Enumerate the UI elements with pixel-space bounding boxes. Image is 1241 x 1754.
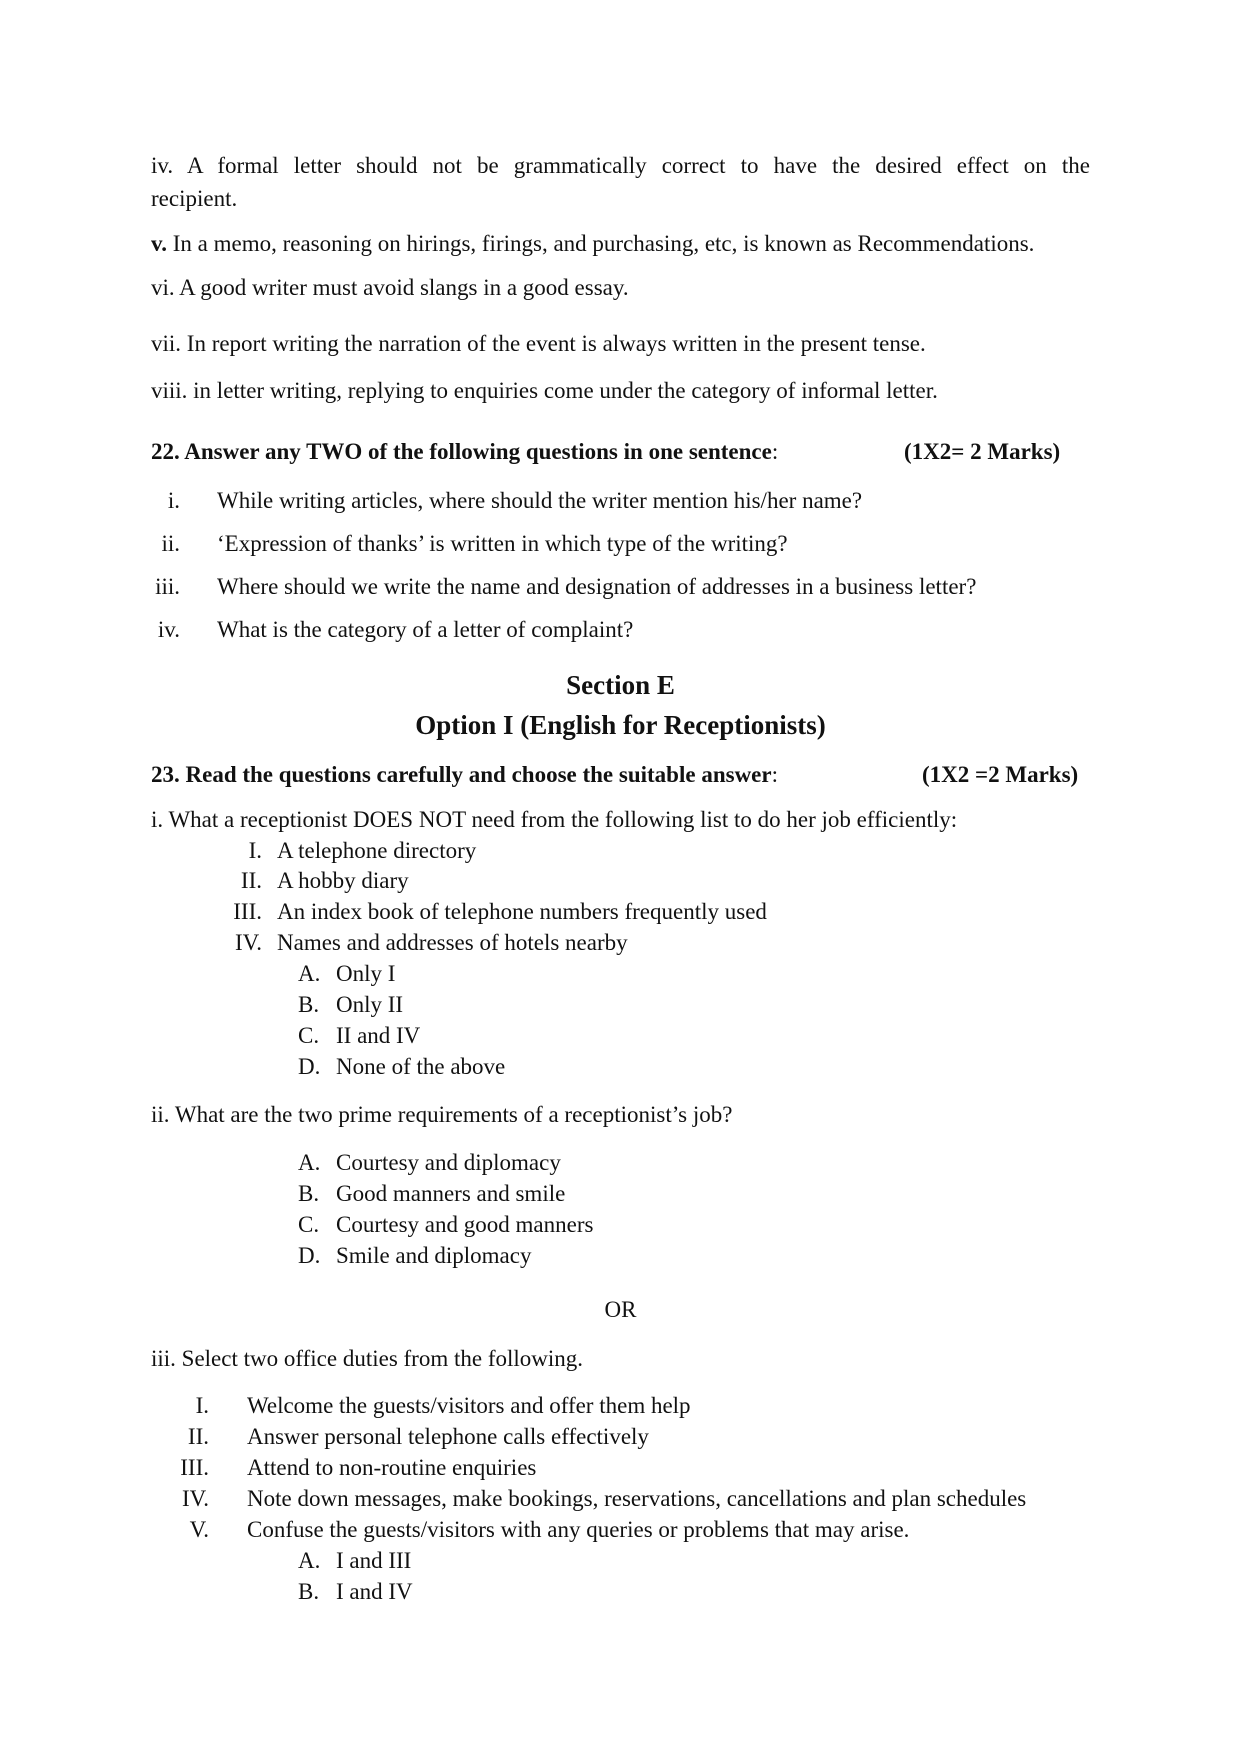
q23-i-statement-4-text: Names and addresses of hotels nearby xyxy=(277,930,628,955)
q23-iii-option-b-number: B. xyxy=(298,1579,320,1604)
q23-i-option-d-number: D. xyxy=(298,1054,321,1079)
q23-iii-statement-4-text: Note down messages, make bookings, reservations, cancellations and plan schedules xyxy=(247,1486,1027,1511)
q23-ii-option-a-text: Courtesy and diplomacy xyxy=(336,1150,561,1175)
q22-item-3-number: iii. xyxy=(155,574,180,599)
q23-iii-question: iii. Select two office duties from the following. xyxy=(151,1346,584,1371)
q23-iii-statement-3-text: Attend to non-routine enquiries xyxy=(247,1455,537,1480)
q23-ii-option-c-text: Courtesy and good manners xyxy=(336,1212,594,1237)
q22-heading-colon: : xyxy=(771,439,779,464)
q23-iii-statement-1-text: Welcome the guests/visitors and offer them help xyxy=(247,1393,691,1418)
q21-iv-line1: iv. A formal letter should not be grammatically correct to have the desired effect on the xyxy=(151,153,1090,178)
q21-v xyxy=(151,229,1034,259)
section-title: Section E xyxy=(566,670,675,700)
q23-heading xyxy=(151,760,778,790)
q22-item-1-text: While writing articles, where should the writer mention his/her name? xyxy=(217,488,863,513)
q22-item-2-number: ii. xyxy=(161,531,180,556)
q23-i-statement-2-text: A hobby diary xyxy=(277,868,409,893)
q22-item-2-text: ‘Expression of thanks’ is written in which type of the writing? xyxy=(217,531,788,556)
q22-item-4-number: iv. xyxy=(157,617,180,642)
q22-item-3-text: Where should we write the name and designation of addresses in a business letter? xyxy=(217,574,977,599)
q23-i-question: i. What a receptionist DOES NOT need from the following list to do her job efficiently: xyxy=(151,807,958,832)
q23-iii-statement-3-number: III. xyxy=(180,1455,209,1480)
q23-iii-option-a-text: I and III xyxy=(336,1548,412,1573)
q23-i-statement-3-number: III. xyxy=(233,899,262,924)
q23-iii-statement-1-number: I. xyxy=(195,1393,209,1418)
q23-i-option-a-text: Only I xyxy=(336,961,396,986)
q21-v-text: In a memo, reasoning on hirings, firings, and purchasing, etc, is known as Recommendations. xyxy=(166,231,1035,256)
q23-i-option-d-text: None of the above xyxy=(336,1054,506,1079)
q23-iii-statement-2-text: Answer personal telephone calls effectively xyxy=(247,1424,649,1449)
q23-i-statement-1-text: A telephone directory xyxy=(277,838,477,863)
q23-iii-statement-2-number: II. xyxy=(187,1424,209,1449)
q23-iii-statement-5-text: Confuse the guests/visitors with any queries or problems that may arise. xyxy=(247,1517,910,1542)
q21-viii: viii. in letter writing, replying to enquiries come under the category of informal letter. xyxy=(151,378,938,403)
q22-heading-text: 22. Answer any TWO of the following questions in one sentence xyxy=(151,439,772,464)
q23-i-option-b-number: B. xyxy=(298,992,320,1017)
q23-iii-option-b-text: I and IV xyxy=(336,1579,413,1604)
q23-i-option-a-number: A. xyxy=(298,961,321,986)
q21-vi: vi. A good writer must avoid slangs in a good essay. xyxy=(151,275,629,300)
q23-i-statement-4-number: IV. xyxy=(234,930,262,955)
q23-i-option-b-text: Only II xyxy=(336,992,404,1017)
q23-i-statement-2-number: II. xyxy=(240,868,262,893)
section-subtitle: Option I (English for Receptionists) xyxy=(415,710,826,740)
q23-i-statement-3-text: An index book of telephone numbers frequently used xyxy=(277,899,767,924)
q23-ii-option-c-number: C. xyxy=(298,1212,320,1237)
q23-ii-option-d-text: Smile and diplomacy xyxy=(336,1243,532,1268)
q23-ii-option-a-number: A. xyxy=(298,1150,321,1175)
q22-heading xyxy=(151,437,778,467)
q23-heading-text: 23. Read the questions carefully and choose the suitable answer xyxy=(151,762,772,787)
q22-item-1-number: i. xyxy=(167,488,180,513)
q23-ii-question: ii. What are the two prime requirements of a receptionist’s job? xyxy=(151,1102,733,1127)
q23-i-option-c-text: II and IV xyxy=(336,1023,421,1048)
q21-v-number: v. xyxy=(151,231,167,256)
q23-iii-statement-5-number: V. xyxy=(189,1517,209,1542)
q23-i-option-c-number: C. xyxy=(298,1023,320,1048)
q23-iii-option-a-number: A. xyxy=(298,1548,321,1573)
q21-iv-line2: recipient. xyxy=(151,186,238,211)
q22-item-4-text: What is the category of a letter of complaint? xyxy=(217,617,634,642)
q23-ii-option-b-number: B. xyxy=(298,1181,320,1206)
q23-ii-option-b-text: Good manners and smile xyxy=(336,1181,566,1206)
or-separator: OR xyxy=(604,1297,637,1322)
q21-vii: vii. In report writing the narration of the event is always written in the present tense. xyxy=(151,331,926,356)
q22-marks: (1X2= 2 Marks) xyxy=(904,439,1061,464)
q23-ii-option-d-number: D. xyxy=(298,1243,321,1268)
q23-i-statement-1-number: I. xyxy=(248,838,262,863)
q23-marks: (1X2 =2 Marks) xyxy=(922,762,1079,787)
q23-iii-statement-4-number: IV. xyxy=(181,1486,209,1511)
q23-heading-colon: : xyxy=(771,762,778,787)
